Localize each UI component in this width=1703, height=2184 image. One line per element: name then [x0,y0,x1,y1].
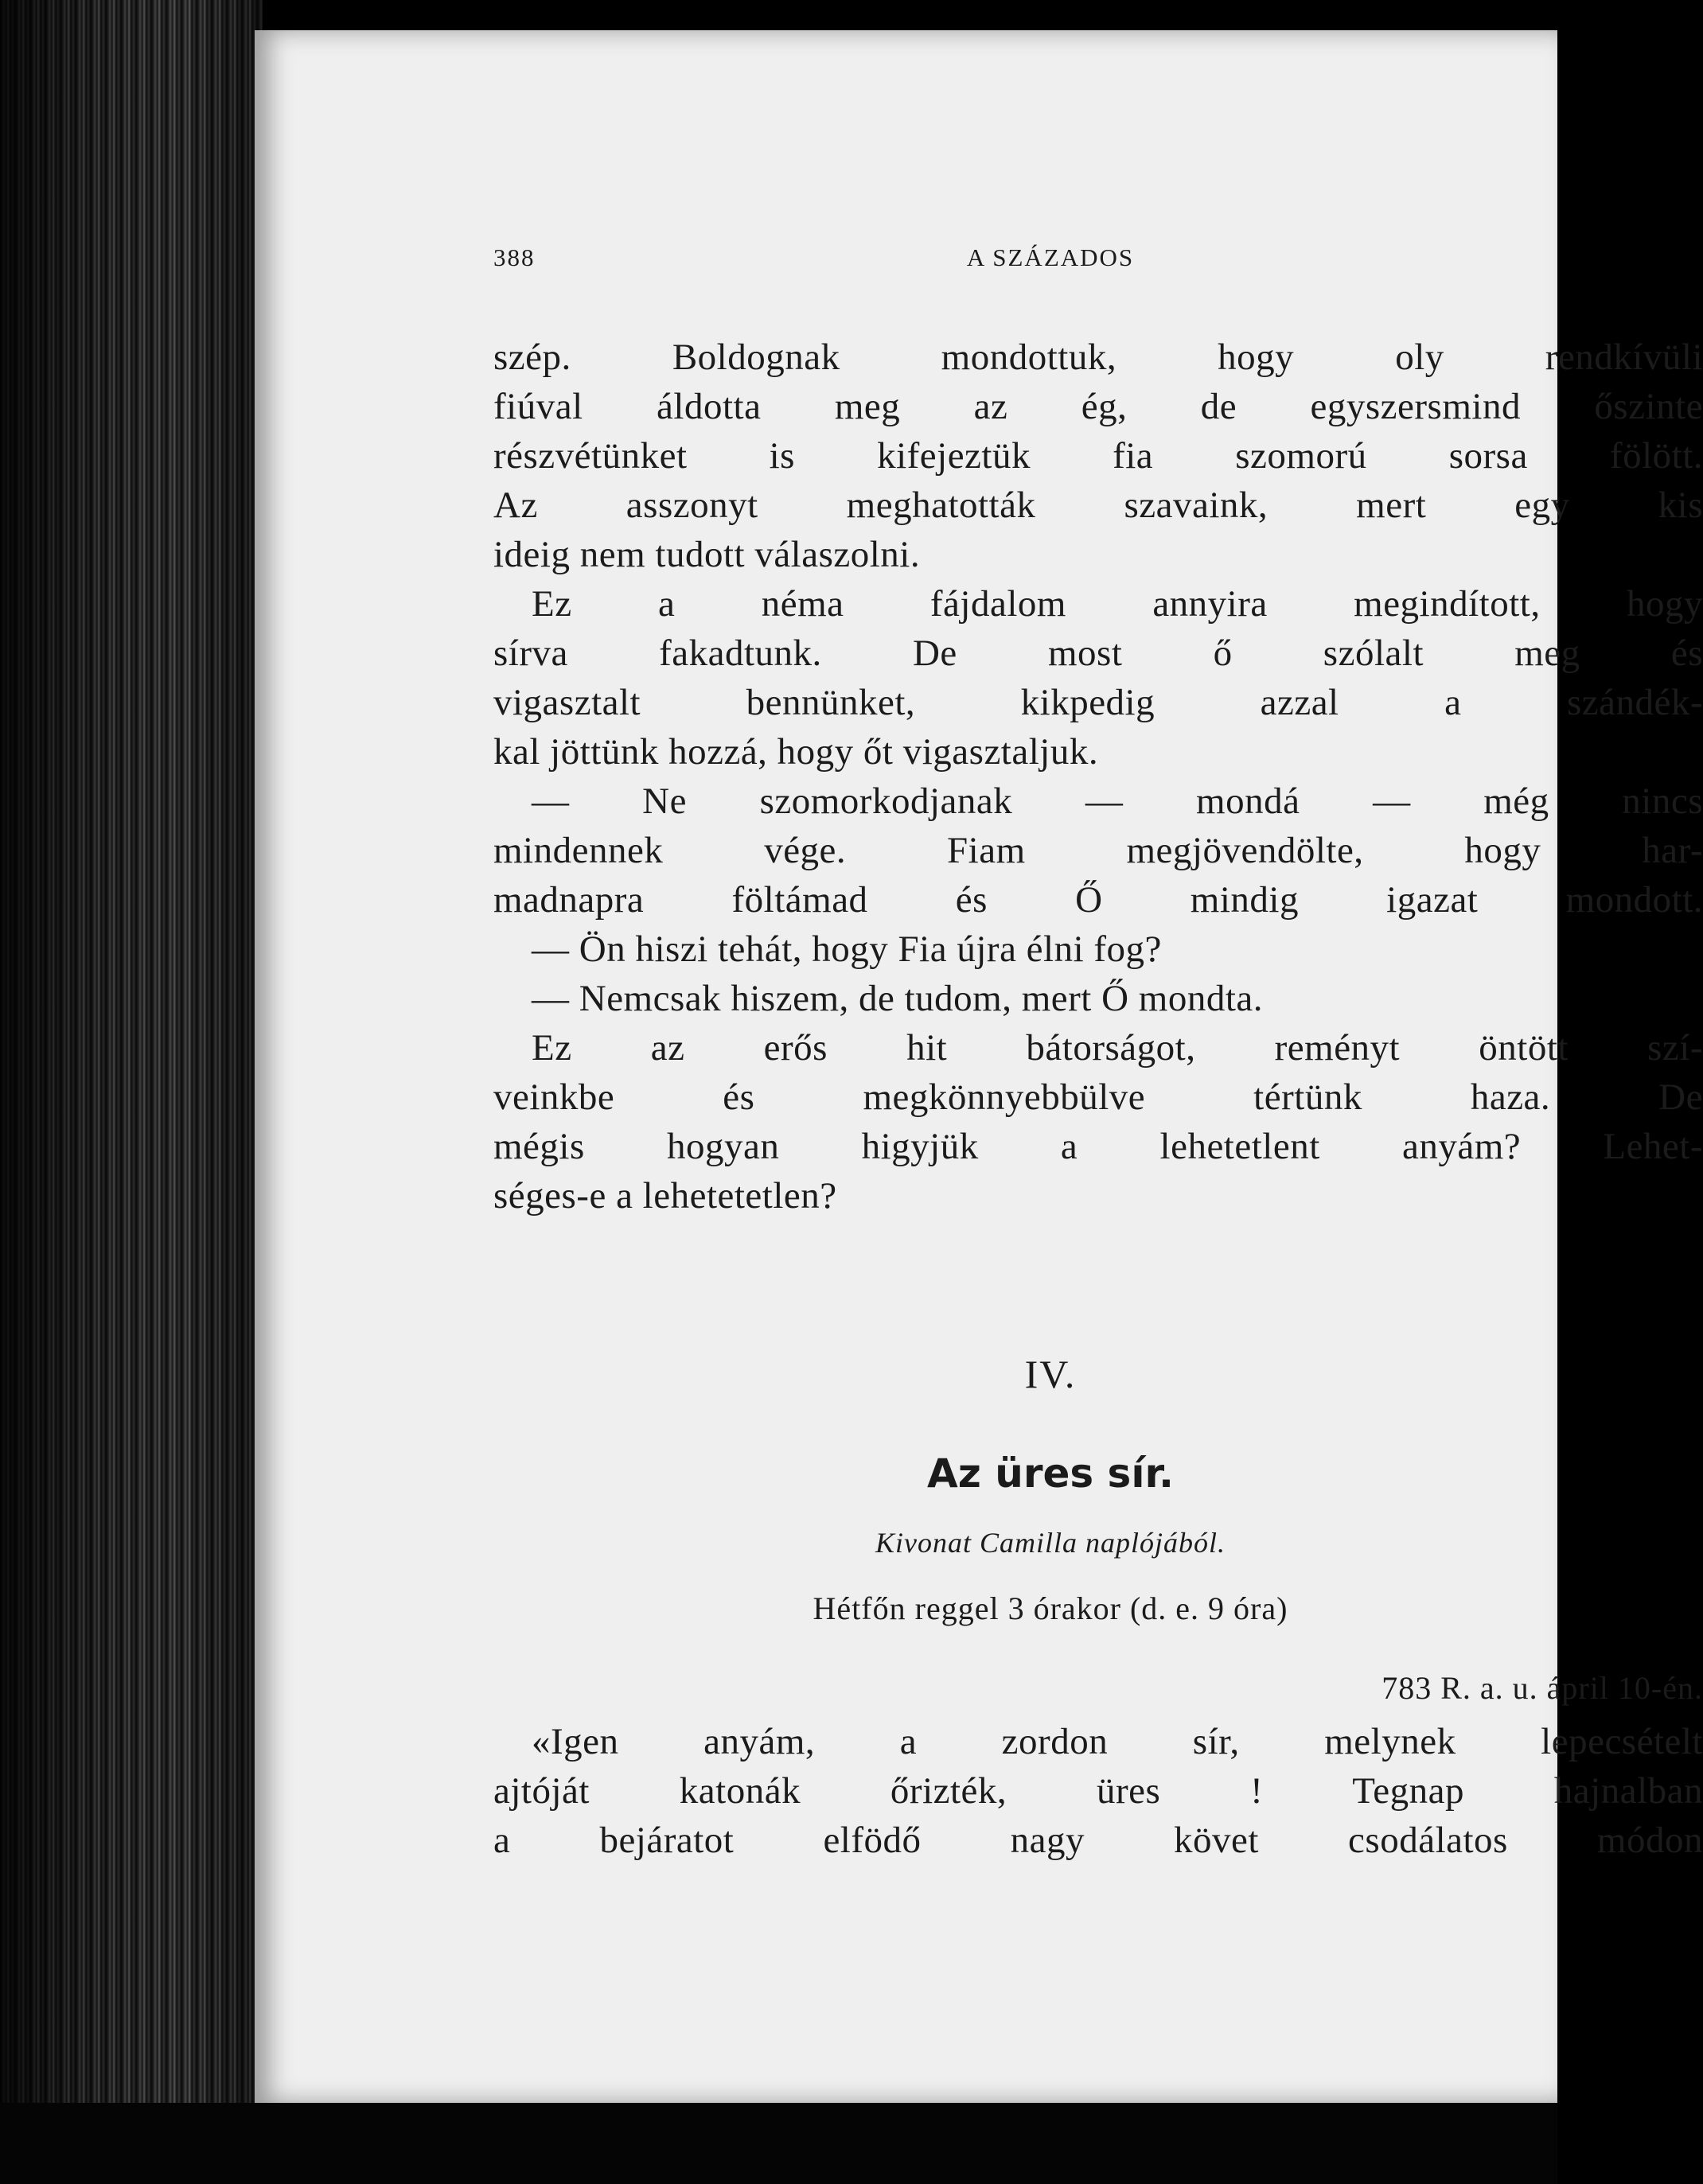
continuation-text [493,1717,1703,1865]
running-head-title: A SZÁZADOS [966,243,1135,271]
text-line: fiúval áldotta meg az ég, de egyszersmind őszinte [493,386,1703,427]
text-line: séges-e a lehetetetlen? [493,1175,837,1217]
text-line: ajtóját katonák őrizték, üres ! Tegnap hajnalban [493,1770,1703,1812]
text-line: madnapra föltámad és Ő mindig igazat mondott. [493,879,1703,921]
section-date: 783 R. a. u. ápril 10-én. [1381,1670,1703,1706]
text-line: Az asszonyt meghatották szavaink, mert egy kis [493,485,1703,526]
text-line: mindennek vége. Fiam megjövendölte, hogy har- [493,830,1703,871]
text-line: — Nemcsak hiszem, de tudom, mert Ő mondta. [532,978,1264,1019]
body-text [493,333,1703,1220]
page-number: 388 [493,243,536,271]
running-head [493,243,1703,275]
text-line: ideig nem tudott válaszolni. [493,534,921,575]
section-subtitle: Kivonat Camilla naplójából. [875,1527,1226,1559]
text-line: részvétünket is kifejeztük fia szomorú sorsa fölött. [493,435,1703,477]
text-line: a bejáratot elfödő nagy követ csodálatos módon [493,1820,1703,1861]
text-line: — Ön hiszi tehát, hogy Fia újra élni fog? [532,928,1162,970]
text-line: vigasztalt bennünket, kikpedig azzal a szándék- [493,682,1703,723]
section-number: IV. [1024,1352,1077,1396]
text-line: veinkbe és megkönnyebbülve tértünk haza. De [493,1076,1703,1118]
section-time: Hétfőn reggel 3 órakor (d. e. 9 óra) [813,1590,1288,1626]
text-line: sírva fakadtunk. De most ő szólalt meg és [493,633,1703,674]
text-line: Ez a néma fájdalom annyira megindított, hogy [532,583,1703,625]
text-line: «Igen anyám, a zordon sír, melynek lepecsételt [532,1721,1703,1762]
text-line: kal jöttünk hozzá, hogy őt vigasztaljuk. [493,731,1099,773]
spine-shadow [0,0,263,2184]
text-line: szép. Boldognak mondottuk, hogy oly rendkívüli [493,337,1703,378]
bottom-page-edge [0,2103,1557,2184]
text-line: mégis hogyan higyjük a lehetetlent anyám? Lehet- [493,1126,1703,1167]
section-title: Az üres sír. [927,1450,1174,1497]
book-page [255,30,1703,2103]
text-line: Ez az erős hit bátorságot, reményt öntött szí- [532,1027,1703,1069]
text-line: — Ne szomorkodjanak — mondá — még nincs [532,781,1703,822]
